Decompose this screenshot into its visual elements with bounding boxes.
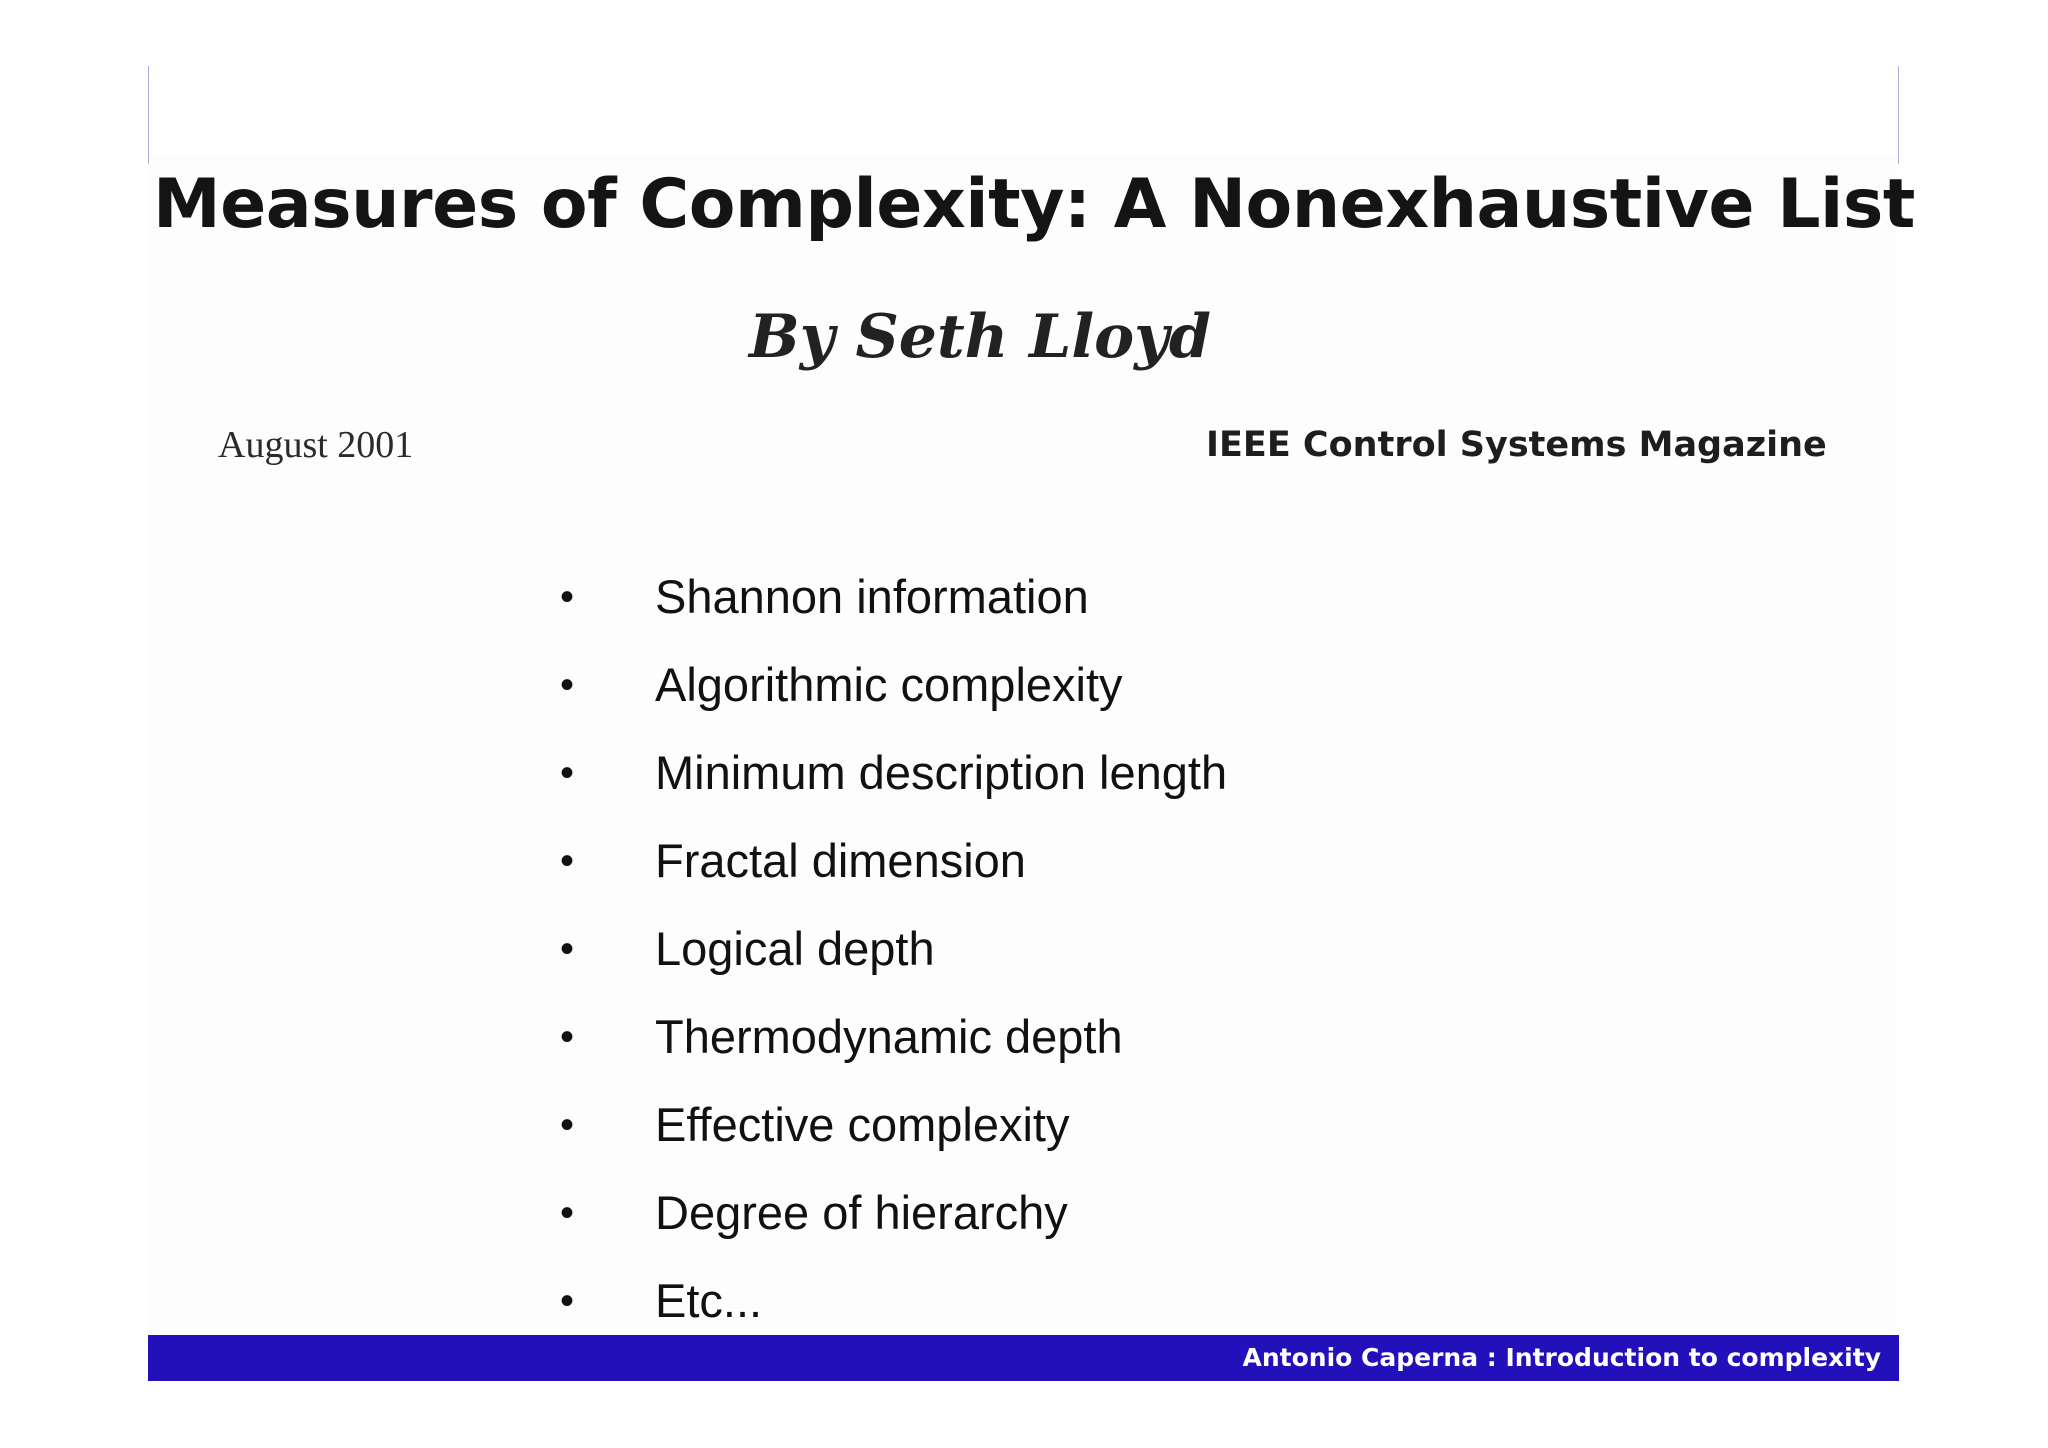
journal-name: IEEE Control Systems Magazine (1206, 425, 1827, 465)
article-title: Measures of Complexity: A Nonexhaustive List (153, 165, 1915, 244)
bullet-icon: • (560, 751, 575, 795)
bullet-icon: • (560, 839, 575, 883)
measure-label: Shannon information (655, 570, 1089, 623)
measure-label: Effective complexity (655, 1098, 1070, 1151)
frame-line-right (1898, 66, 1899, 164)
measure-label: Fractal dimension (655, 834, 1026, 887)
measure-label: Logical depth (655, 922, 935, 975)
article-byline: By Seth Lloyd (748, 302, 1211, 372)
bullet-icon: • (560, 575, 575, 619)
measure-label: Minimum description length (655, 746, 1228, 799)
measure-label: Thermodynamic depth (655, 1010, 1123, 1063)
bullet-icon: • (560, 1103, 575, 1147)
bullet-icon: • (560, 1279, 575, 1323)
measure-label: Algorithmic complexity (655, 658, 1123, 711)
publication-date: August 2001 (218, 424, 414, 466)
footer-bar (148, 1335, 1899, 1381)
footer-credit: Antonio Caperna : Introduction to complexity (1242, 1343, 1881, 1372)
measure-label: Etc... (655, 1274, 763, 1327)
bullet-icon: • (560, 1191, 575, 1235)
frame-line-left (148, 66, 149, 164)
bullet-icon: • (560, 1015, 575, 1059)
measure-label: Degree of hierarchy (655, 1186, 1068, 1239)
bullet-icon: • (560, 927, 575, 971)
bullet-icon: • (560, 663, 575, 707)
